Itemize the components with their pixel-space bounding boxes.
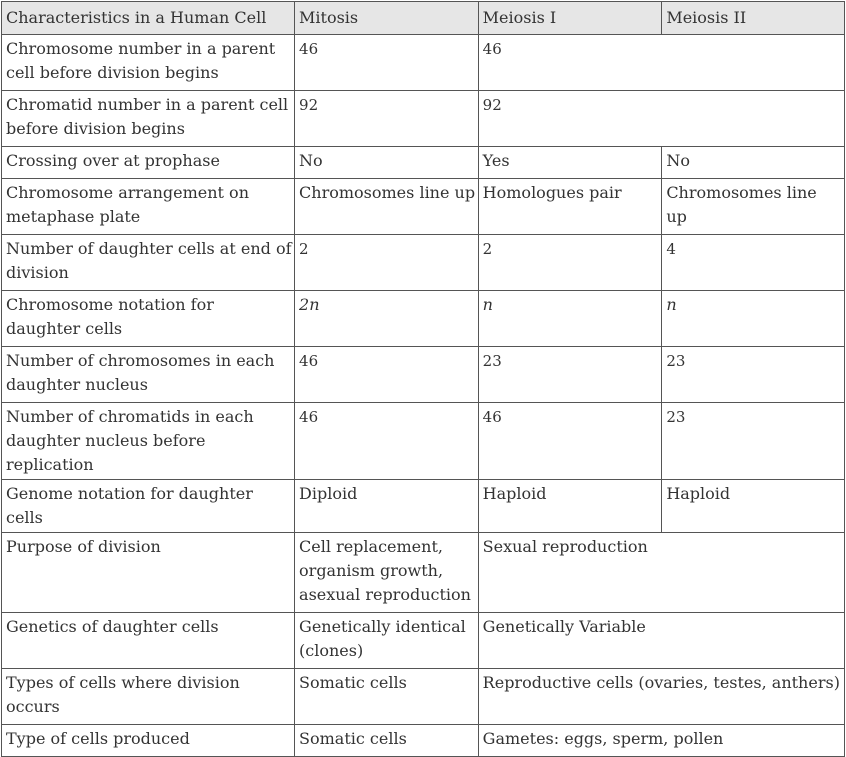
row-label: Chromatid number in a parent cell before division begins <box>2 91 295 147</box>
meiosis-cell: Sexual reproduction <box>478 533 844 613</box>
meiosis-1-cell: Haploid <box>478 480 662 533</box>
row-label: Chromosome arrangement on metaphase plate <box>2 179 295 235</box>
meiosis-cell: Reproductive cells (ovaries, testes, anthers) <box>478 669 844 725</box>
row-label: Chromosome number in a parent cell before division begins <box>2 35 295 91</box>
mitosis-cell: 2 <box>295 235 479 291</box>
row-label: Purpose of division <box>2 533 295 613</box>
table-row <box>2 91 845 147</box>
mitosis-cell: 92 <box>295 91 479 147</box>
mitosis-cell: Cell replacement, organism growth, asexual reproduction <box>295 533 479 613</box>
row-label: Crossing over at prophase <box>2 147 295 179</box>
mitosis-cell: Somatic cells <box>295 669 479 725</box>
row-label: Chromosome notation for daughter cells <box>2 291 295 347</box>
table-row <box>2 403 845 480</box>
meiosis-2-cell: Haploid <box>662 480 845 533</box>
mitosis-cell: Somatic cells <box>295 725 479 757</box>
meiosis-2-cell: 23 <box>662 403 845 480</box>
table-row <box>2 179 845 235</box>
mitosis-cell: No <box>295 147 479 179</box>
table-row <box>2 235 845 291</box>
table-row <box>2 347 845 403</box>
table-row <box>2 35 845 91</box>
meiosis-cell: 46 <box>478 35 844 91</box>
row-label: Type of cells produced <box>2 725 295 757</box>
row-label: Number of chromosomes in each daughter nucleus <box>2 347 295 403</box>
header-mitosis: Mitosis <box>295 2 479 35</box>
row-label: Types of cells where division occurs <box>2 669 295 725</box>
meiosis-2-cell: 4 <box>662 235 845 291</box>
meiosis-cell: 92 <box>478 91 844 147</box>
meiosis-1-cell: 23 <box>478 347 662 403</box>
mitosis-cell: Chromosomes line up <box>295 179 479 235</box>
table-row <box>2 725 845 757</box>
row-label: Number of daughter cells at end of division <box>2 235 295 291</box>
meiosis-2-cell: Chromosomes line up <box>662 179 845 235</box>
table-row <box>2 147 845 179</box>
row-label: Genetics of daughter cells <box>2 613 295 669</box>
table-row <box>2 613 845 669</box>
row-label: Genome notation for daughter cells <box>2 480 295 533</box>
table-row <box>2 533 845 613</box>
meiosis-1-cell: Homologues pair <box>478 179 662 235</box>
header-row <box>2 2 845 35</box>
mitosis-cell: Genetically identical (clones) <box>295 613 479 669</box>
mitosis-cell: 46 <box>295 35 479 91</box>
mitosis-cell: 46 <box>295 403 479 480</box>
table-row <box>2 291 845 347</box>
meiosis-cell: Gametes: eggs, sperm, pollen <box>478 725 844 757</box>
meiosis-1-cell: 46 <box>478 403 662 480</box>
meiosis-1-cell: 2 <box>478 235 662 291</box>
row-label: Number of chromatids in each daughter nucleus before replication <box>2 403 295 480</box>
comparison-table <box>1 1 845 757</box>
meiosis-cell: Genetically Variable <box>478 613 844 669</box>
meiosis-2-cell: 23 <box>662 347 845 403</box>
mitosis-cell: Diploid <box>295 480 479 533</box>
header-meiosis-1: Meiosis I <box>478 2 662 35</box>
header-meiosis-2: Meiosis II <box>662 2 845 35</box>
meiosis-2-cell: No <box>662 147 845 179</box>
meiosis-2-cell: n <box>662 291 845 347</box>
table-row <box>2 669 845 725</box>
header-characteristics: Characteristics in a Human Cell <box>2 2 295 35</box>
mitosis-cell: 46 <box>295 347 479 403</box>
mitosis-cell: 2n <box>295 291 479 347</box>
meiosis-1-cell: Yes <box>478 147 662 179</box>
meiosis-1-cell: n <box>478 291 662 347</box>
table-row <box>2 480 845 533</box>
